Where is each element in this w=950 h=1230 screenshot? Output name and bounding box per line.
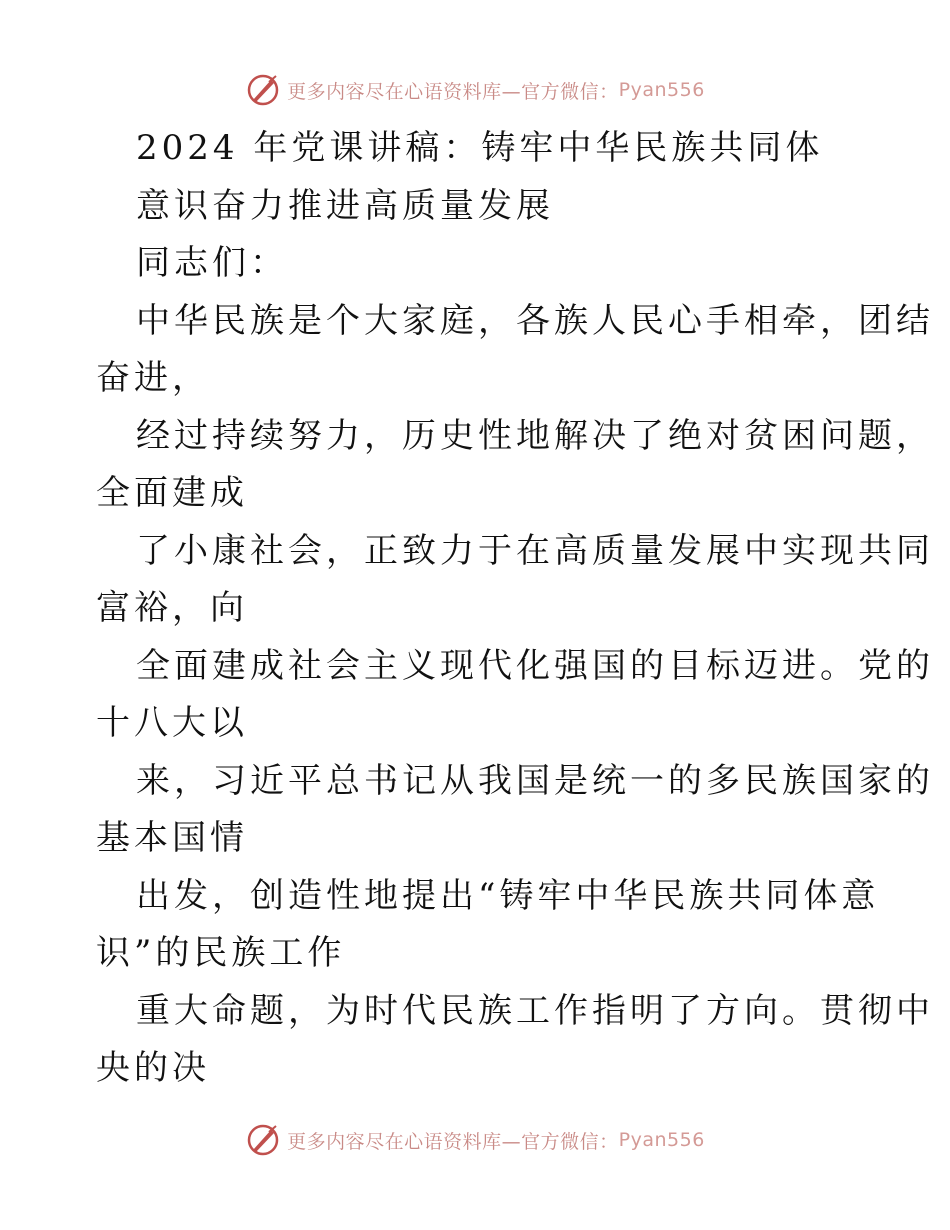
document-body	[96, 120, 934, 1098]
watermark-text: 更多内容尽在心语资料库—官方微信：	[287, 1130, 619, 1153]
paragraph-line: 全面建成	[96, 473, 248, 513]
paragraph-line: 识”的民族工作	[96, 933, 346, 973]
paragraph-line: 十八大以	[96, 703, 248, 743]
watermark-wechat-id: Pyan556	[618, 1129, 705, 1151]
watermark-footer	[0, 1120, 950, 1160]
paragraph-line: 出发，创造性地提出“铸牢中华民族共同体意	[136, 875, 880, 916]
paragraph-line: 央的决	[96, 1048, 210, 1088]
paragraph-line: 富裕，向	[96, 588, 248, 628]
watermark-text: 更多内容尽在心语资料库—官方微信：	[287, 80, 619, 103]
paragraph-line: 中华民族是个大家庭，各族人民心手相牵，团结	[136, 300, 934, 341]
title-line-2: 意识奋力推进高质量发展	[136, 185, 554, 226]
quill-logo-icon	[245, 1122, 281, 1158]
salutation: 同志们：	[136, 243, 288, 283]
paragraph-line: 奋进，	[96, 358, 210, 398]
paragraph-line: 经过持续努力，历史性地解决了绝对贫困问题，	[136, 415, 934, 456]
paragraph-line: 重大命题，为时代民族工作指明了方向。贯彻中	[136, 990, 934, 1031]
paragraph-line: 全面建成社会主义现代化强国的目标迈进。党的	[136, 645, 934, 686]
paragraph-line: 基本国情	[96, 818, 248, 858]
title-line-1: 2024 年党课讲稿：铸牢中华民族共同体	[136, 128, 824, 168]
watermark-header	[0, 70, 950, 110]
watermark-wechat-id: Pyan556	[618, 79, 705, 101]
quill-logo-icon	[245, 72, 281, 108]
paragraph-line: 来，习近平总书记从我国是统一的多民族国家的	[136, 760, 934, 801]
paragraph-line: 了小康社会，正致力于在高质量发展中实现共同	[136, 530, 934, 571]
